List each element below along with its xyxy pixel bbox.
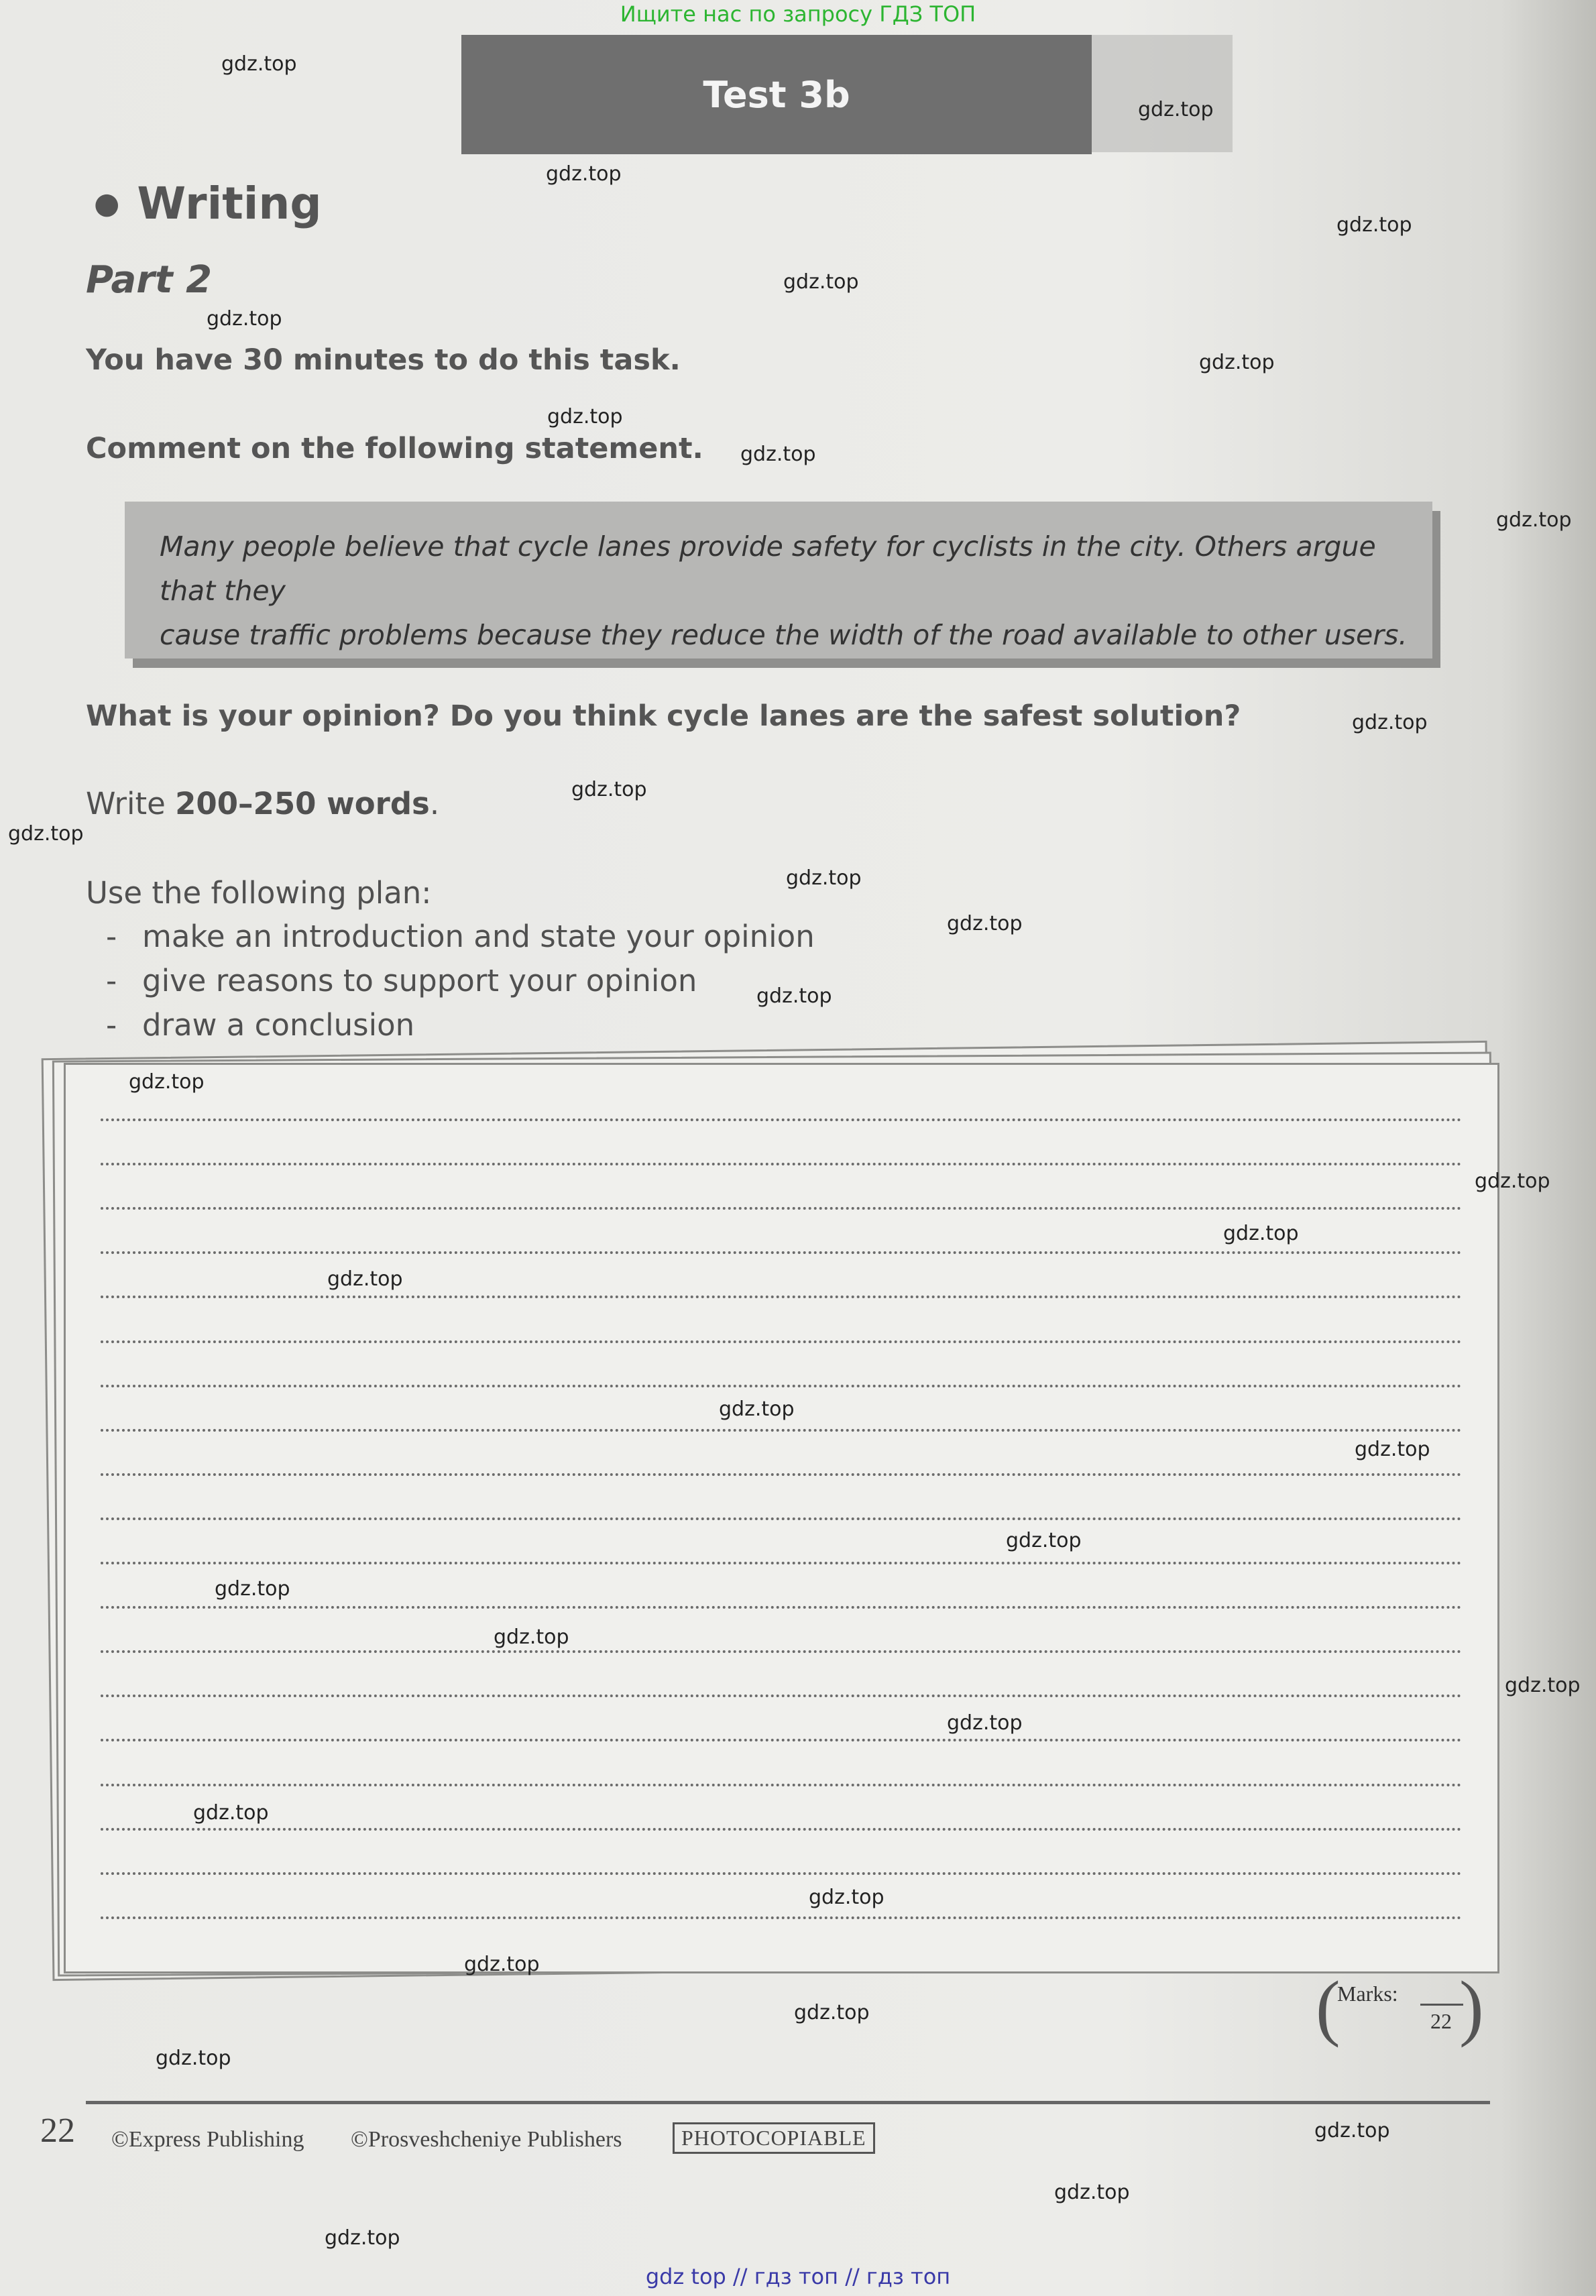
plan-item: - draw a conclusion [106, 1007, 415, 1043]
watermark: gdz.top [494, 1625, 569, 1649]
plan-item: - make an introduction and state your opinion [106, 919, 815, 954]
watermark: gdz.top [1138, 98, 1214, 121]
watermark: gdz.top [547, 405, 623, 428]
watermark: gdz.top [1352, 711, 1428, 734]
watermark: gdz.top [1336, 213, 1412, 237]
watermark: gdz.top [1223, 1222, 1299, 1245]
plan-item-text: make an introduction and state your opinion [142, 919, 815, 954]
publisher-prosveshcheniye: ©Prosveshcheniye Publishers [351, 2127, 622, 2152]
answer-line[interactable] [101, 1429, 1462, 1432]
marks-label: Marks: [1337, 1982, 1398, 2006]
word-count [86, 786, 439, 821]
answer-line[interactable] [101, 1916, 1462, 1919]
watermark: gdz.top [1054, 2181, 1130, 2204]
answer-line[interactable] [101, 1340, 1462, 1343]
watermark: gdz.top [1314, 2119, 1390, 2142]
answer-line[interactable] [101, 1784, 1462, 1786]
watermark: gdz.top [1006, 1529, 1082, 1552]
watermark: gdz.top [464, 1953, 540, 1976]
part-title: Part 2 [86, 258, 213, 302]
footer-rule [86, 2101, 1490, 2104]
word-count-prefix: Write [86, 786, 176, 821]
plan-item: - give reasons to support your opinion [106, 963, 697, 998]
watermark: gdz.top [794, 2001, 870, 2024]
publisher-express: ©Express Publishing [111, 2127, 304, 2152]
watermark: gdz.top [546, 162, 622, 186]
watermark: gdz.top [129, 1070, 205, 1094]
watermark: gdz.top [327, 1267, 403, 1291]
watermark: gdz.top [1496, 508, 1572, 532]
time-note: You have 30 minutes to do this task. [86, 343, 681, 377]
statement-line-2: cause traffic problems because they reduce the width of the road available to other users. [160, 619, 1408, 651]
tab-shadow [1092, 35, 1233, 152]
watermark: gdz.top [325, 2226, 400, 2250]
plan-item-text: give reasons to support your opinion [142, 963, 697, 998]
marks-total: 22 [1430, 2009, 1452, 2033]
answer-line[interactable] [101, 1473, 1462, 1476]
answer-line[interactable] [101, 1118, 1462, 1121]
statement-text [160, 524, 1420, 657]
watermark: gdz.top [1199, 351, 1275, 374]
answer-line[interactable] [101, 1163, 1462, 1165]
marks-paren-right: ) [1459, 1966, 1484, 2048]
marks-bar [1420, 2004, 1463, 2006]
watermark: gdz.top [756, 984, 832, 1008]
answer-line[interactable] [101, 1385, 1462, 1387]
photocopiable-stamp: PHOTOCOPIABLE [673, 2122, 875, 2154]
test-label: Test 3b [703, 73, 850, 116]
watermark: gdz.top [1475, 1169, 1550, 1193]
watermark: gdz.top [156, 2047, 231, 2070]
watermark: gdz.top [947, 1711, 1023, 1735]
test-tab [461, 35, 1092, 154]
answer-line[interactable] [101, 1562, 1462, 1564]
answer-line[interactable] [101, 1695, 1462, 1697]
page-number: 22 [40, 2112, 75, 2150]
watermark: gdz.top [947, 912, 1023, 935]
answer-line[interactable] [101, 1872, 1462, 1875]
watermark: gdz.top [809, 1886, 885, 1909]
answer-line[interactable] [101, 1828, 1462, 1831]
watermark: gdz.top [786, 866, 862, 890]
watermark: gdz.top [207, 307, 282, 331]
watermark: gdz.top [783, 270, 859, 294]
plan-item-text: draw a conclusion [142, 1007, 415, 1043]
top-banner[interactable]: Ищите нас по запросу ГДЗ ТОП [620, 1, 976, 27]
answer-line[interactable] [101, 1296, 1462, 1298]
statement-line-1: Many people believe that cycle lanes provide safety for cyclists in the city. Others argue that they [160, 530, 1376, 607]
watermark: gdz.top [8, 822, 84, 846]
watermark: gdz.top [571, 778, 647, 801]
watermark: gdz.top [1355, 1438, 1430, 1461]
marks-paren-left: ( [1316, 1966, 1341, 2048]
section-title-text: Writing [137, 178, 322, 229]
bullet-icon: ● [94, 186, 120, 221]
watermark: gdz.top [215, 1577, 290, 1601]
plan-intro: Use the following plan: [86, 875, 432, 911]
bottom-banner[interactable]: gdz top // гдз топ // гдз топ [645, 2264, 951, 2289]
word-count-suffix: . [429, 786, 440, 821]
section-title [94, 178, 322, 229]
instruction: Comment on the following statement. [86, 432, 703, 465]
answer-line[interactable] [101, 1517, 1462, 1520]
watermark: gdz.top [193, 1801, 269, 1825]
question: What is your opinion? Do you think cycle lanes are the safest solution? [86, 699, 1241, 733]
answer-line[interactable] [101, 1606, 1462, 1609]
answer-line[interactable] [101, 1650, 1462, 1653]
word-count-value: 200–250 words [175, 786, 430, 821]
watermark: gdz.top [740, 443, 816, 466]
watermark: gdz.top [221, 52, 297, 76]
answer-line[interactable] [101, 1207, 1462, 1210]
answer-line[interactable] [101, 1739, 1462, 1741]
watermark: gdz.top [1505, 1674, 1581, 1697]
watermark: gdz.top [719, 1397, 795, 1421]
answer-line[interactable] [101, 1251, 1462, 1254]
